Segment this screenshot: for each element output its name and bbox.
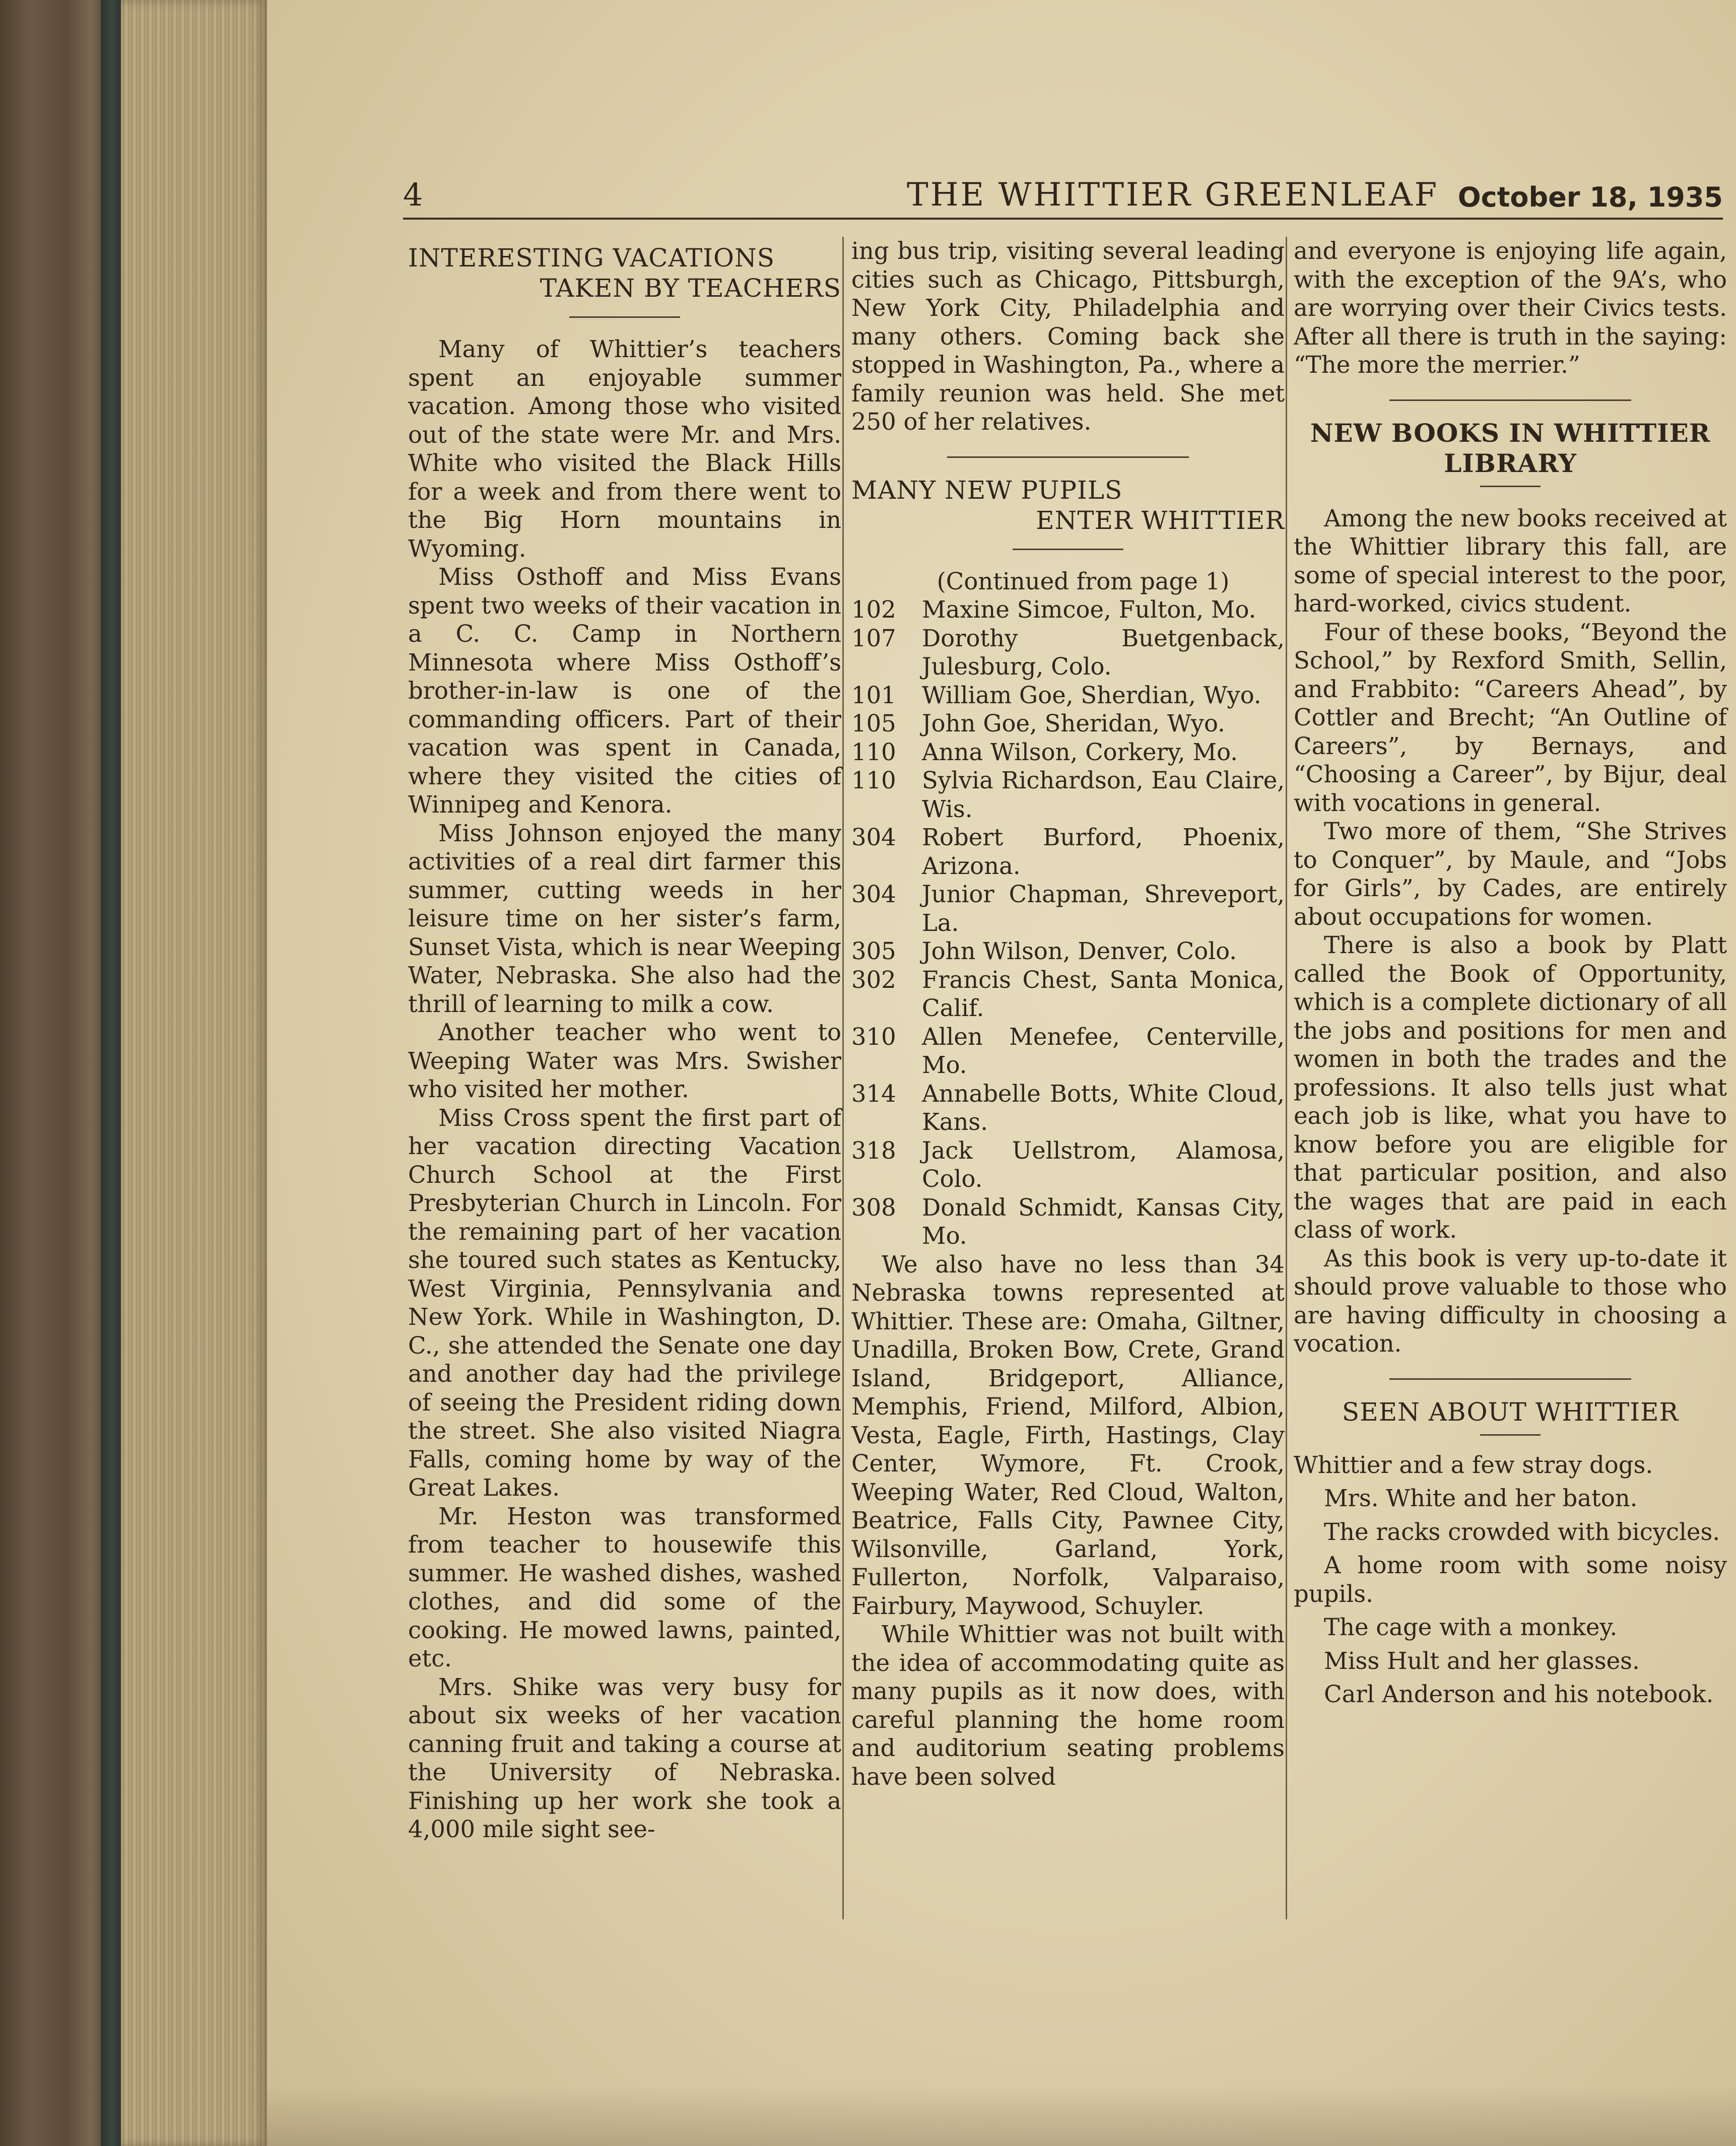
article-paragraph: Miss Johnson enjoyed the many activities of a real dirt farmer this summer, cutting weeds in her leisure time on her sister’s farm, Sunset Vista, which is near Weeping Water, Nebraska. She also had the thrill of learning to milk a cow. xyxy=(408,819,841,1018)
article-paragraph: While Whittier was not built with the idea of accommodating quite as many pupils as it now does, with careful planning the home room and auditorium seating problems have been solved xyxy=(851,1621,1285,1790)
pupil-entry xyxy=(851,766,1285,823)
pupil-entry xyxy=(851,1193,1285,1250)
article-paragraph: Miss Osthoff and Miss Evans spent two weeks of their vacation in a C. C. Camp in Northern Minnesota where Miss Osthoff’s brother-in-law is one of the commanding officers. Part of their vacation was spent in Canada, where they visited the cities of Winnipeg and Kenora. xyxy=(408,563,841,818)
pupil-entry xyxy=(851,823,1285,880)
pupil-name: Jack Uellstrom, Alamosa, Colo. xyxy=(922,1136,1285,1192)
article-paragraph: Another teacher who went to Weeping Water was Mrs. Swisher who visited her mother. xyxy=(408,1019,841,1103)
headline-rule xyxy=(569,316,680,318)
pupil-entry xyxy=(851,738,1285,767)
pupil-entry xyxy=(851,681,1285,710)
article-headline-seen xyxy=(1294,1397,1727,1427)
headline-rule xyxy=(1480,486,1541,487)
room-number: 318 xyxy=(851,1136,896,1164)
pupil-entry xyxy=(851,624,1285,681)
room-number: 110 xyxy=(851,738,896,766)
room-number: 105 xyxy=(851,710,896,737)
seen-item: The cage with a monkey. xyxy=(1324,1614,1618,1641)
issue-date: October 18, 1935 xyxy=(1457,181,1723,213)
article-separator xyxy=(947,456,1189,458)
pupil-name: William Goe, Sherdian, Wyo. xyxy=(922,681,1261,709)
pupil-name: Sylvia Richardson, Eau Claire, Wis. xyxy=(922,767,1285,823)
newspaper-title: THE WHITTIER GREENLEAF xyxy=(907,176,1439,214)
seen-item: A home room with some noisy pupils. xyxy=(1294,1552,1727,1607)
article-separator xyxy=(1389,399,1631,401)
seen-item: Mrs. White and her baton. xyxy=(1324,1485,1638,1512)
article-continuation: ing bus trip, visiting several leading cities such as Chicago, Pittsburgh, New York City, Philadelphia and many others. Coming back she stopped in Washington, Pa., where a family reunion was held. She met 250 of her relatives. xyxy=(851,237,1285,435)
column-divider xyxy=(842,237,844,1919)
room-number: 110 xyxy=(851,767,896,794)
article-paragraph: Mrs. Shike was very busy for about six weeks of her vacation canning fruit and taking a course at the University of Nebraska. Finishing up her work she took a 4,000 mile sight see- xyxy=(408,1673,841,1843)
page-edges xyxy=(121,0,267,2146)
pupil-name: Annabelle Botts, White Cloud, Kans. xyxy=(922,1080,1285,1135)
page-shadow xyxy=(267,2086,1736,2146)
seen-item: Whittier and a few stray dogs. xyxy=(1294,1451,1653,1479)
column-1 xyxy=(408,237,841,1934)
pupil-entry xyxy=(851,880,1285,937)
masthead xyxy=(403,176,1723,217)
headline-line: TAKEN BY TEACHERS xyxy=(540,274,841,303)
column-3 xyxy=(1294,237,1727,1934)
room-number: 305 xyxy=(851,937,896,965)
room-number: 302 xyxy=(851,966,896,993)
article-continuation: and everyone is enjoying life again, with the exception of the 9A’s, who are worrying over their Civics tests. After all there is truth in the saying: “The more the merrier.” xyxy=(1294,237,1727,378)
room-number: 107 xyxy=(851,624,896,652)
article-paragraph: Miss Cross spent the first part of her vacation directing Vacation Church School at the First Presbyterian Church in Lincoln. For the remaining part of her vacation she toured such states as Kentucky, West Virginia, Pennsylvania and New York. While in Washington, D. C., she attended the Senate one day and another day had the privilege of seeing the President riding down the street. She also visited Niagra Falls, coming home by way of the Great Lakes. xyxy=(408,1104,841,1501)
page-number: 4 xyxy=(403,176,423,213)
headline-rule xyxy=(1480,1434,1541,1436)
headline-rule xyxy=(1013,549,1123,550)
pupil-entry xyxy=(851,1136,1285,1193)
pupil-entry xyxy=(851,595,1285,624)
pupil-name: Donald Schmidt, Kansas City, Mo. xyxy=(922,1193,1285,1249)
room-number: 101 xyxy=(851,681,896,709)
continued-note: (Continued from page 1) xyxy=(937,567,1230,595)
seen-list xyxy=(1294,1451,1727,1709)
seen-item: Carl Anderson and his notebook. xyxy=(1324,1681,1714,1708)
headline-line: LIBRARY xyxy=(1444,448,1577,478)
headline-line: INTERESTING VACATIONS xyxy=(408,243,775,273)
room-number: 310 xyxy=(851,1023,896,1050)
article-paragraph: We also have no less than 34 Nebraska towns represented at Whittier. These are: Omaha, Giltner, Unadilla, Broken Bow, Crete, Grand Island, Bridgeport, Alliance, Memphis, Friend, Milford, Albion, Vesta, Eagle, Firth, Hastings, Clay Center, Wymore, Ft. Crook, Weeping Water, Red Cloud, Walton, Beatrice, Falls City, Pawnee City, Wilsonville, Garland, York, Fullerton, Norfolk, Valparaiso, Fairbury, Maywood, Schuyler. xyxy=(851,1250,1285,1620)
article-headline-new-books xyxy=(1294,418,1727,479)
article-headline-new-pupils xyxy=(851,475,1285,535)
room-number: 314 xyxy=(851,1080,896,1107)
article-paragraph: Many of Whittier’s teachers spent an enjoyable summer vacation. Among those who visited out of the state were Mr. and Mrs. White who visited the Black Hills for a week and from there went to the Big Horn mountains in Wyoming. xyxy=(408,336,841,562)
column-divider xyxy=(1286,237,1287,1919)
column-2 xyxy=(851,237,1285,1934)
article-paragraph: Two more of them, “She Strives to Conquer”, by Maule, and “Jobs for Girls”, by Cades, are entirely about occupations for women. xyxy=(1294,818,1727,930)
seen-item: Miss Hult and her glasses. xyxy=(1324,1647,1640,1674)
headline-line: ENTER WHITTIER xyxy=(1036,505,1285,535)
room-number: 308 xyxy=(851,1193,896,1221)
headline-line: MANY NEW PUPILS xyxy=(851,475,1123,505)
room-number: 304 xyxy=(851,881,896,908)
room-number: 304 xyxy=(851,824,896,851)
book-spine xyxy=(101,0,122,2146)
header-rule xyxy=(403,218,1723,220)
article-separator xyxy=(1389,1378,1631,1380)
pupil-entry xyxy=(851,937,1285,966)
article-paragraph: Among the new books received at the Whittier library this fall, are some of special interest to the poor, hard-worked, civics student. xyxy=(1294,504,1727,617)
pupil-name: John Wilson, Denver, Colo. xyxy=(922,937,1237,965)
pupil-name: Maxine Simcoe, Fulton, Mo. xyxy=(922,596,1256,623)
article-paragraph: As this book is very up-to-date it should prove valuable to those who are having difficulty in choosing a vocation. xyxy=(1294,1244,1727,1357)
pupil-name: Anna Wilson, Corkery, Mo. xyxy=(922,738,1238,766)
pupil-entry xyxy=(851,1080,1285,1136)
pupil-name: John Goe, Sheridan, Wyo. xyxy=(922,710,1225,737)
headline-line: NEW BOOKS IN WHITTIER xyxy=(1310,418,1711,448)
pupil-name: Dorothy Buetgenback, Julesburg, Colo. xyxy=(922,624,1285,680)
pupil-name: Francis Chest, Santa Monica, Calif. xyxy=(922,966,1285,1022)
pupil-list xyxy=(851,595,1285,1250)
room-number: 102 xyxy=(851,596,896,623)
headline-line: SEEN ABOUT WHITTIER xyxy=(1342,1397,1679,1427)
article-paragraph: Mr. Heston was transformed from teacher to housewife this summer. He washed dishes, washed clothes, and did some of the cooking. He mowed lawns, painted, etc. xyxy=(408,1502,841,1672)
pupil-entry xyxy=(851,709,1285,738)
pupil-entry xyxy=(851,966,1285,1023)
pupil-name: Robert Burford, Phoenix, Arizona. xyxy=(922,824,1285,880)
article-paragraph: There is also a book by Platt called the Book of Opportunity, which is a complete dictionary of all the jobs and positions for men and women in both the trades and the professions. It also tells just what each job is like, what you have to know before you are eligible for that particular position, and also the wages that are paid in each class of work. xyxy=(1294,931,1727,1243)
pupil-name: Junior Chapman, Shreveport, La. xyxy=(922,881,1285,936)
article-headline-vacations xyxy=(408,243,841,303)
pupil-name: Allen Menefee, Centerville, Mo. xyxy=(922,1023,1285,1079)
pupil-entry xyxy=(851,1023,1285,1080)
article-paragraph: Four of these books, “Beyond the School,” by Rexford Smith, Sellin, and Frabbito: “Careers Ahead”, by Cottler and Brecht; “An Outline of Careers”, by Bernays, and “Choosing a Career”, by Bijur, deal with vocations in general. xyxy=(1294,618,1727,817)
seen-item: The racks crowded with bicycles. xyxy=(1324,1518,1720,1546)
